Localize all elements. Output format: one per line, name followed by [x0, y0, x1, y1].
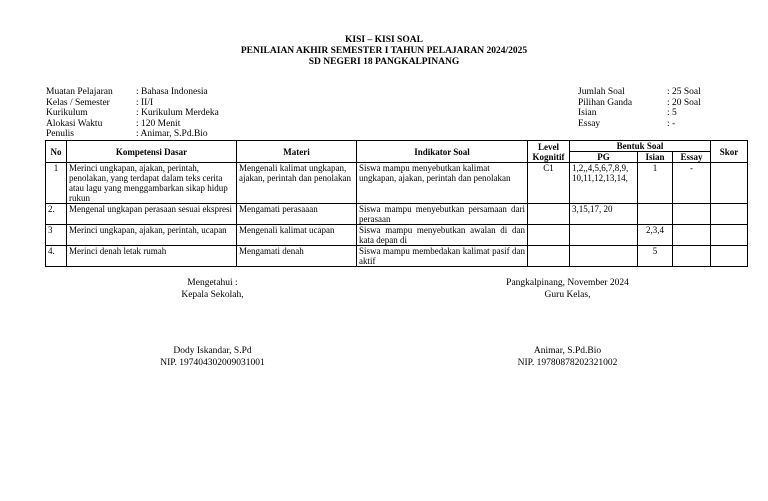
cell-essay: - — [673, 163, 711, 204]
cell-no: 3 — [46, 225, 67, 246]
cell-isian: 5 — [638, 246, 673, 267]
cell-materi: Mengamati perasaaan — [237, 204, 357, 225]
cell-skor — [711, 204, 748, 225]
info-row — [46, 129, 219, 140]
cell-skor — [711, 246, 748, 267]
cell-no: 2. — [46, 204, 67, 225]
table-row — [46, 163, 748, 204]
info-label: Kurikulum — [46, 108, 88, 119]
place-date: Pangkalpinang, November 2024 — [506, 278, 629, 288]
info-value: : Kurikulum Merdeka — [136, 108, 219, 119]
info-row — [46, 87, 219, 98]
header-isian: Isian — [638, 152, 673, 163]
header-indikator: Indikator Soal — [357, 141, 528, 163]
header-skor: Skor — [711, 141, 748, 163]
document-title: KISI – KISI SOAL — [345, 35, 423, 45]
cell-kompetensi: Merinci ungkapan, ajakan, perintah, penolakan, yang terdapat dalam teks cerita atau lagu yang menggambarkan sikap hidup rukun — [67, 163, 237, 204]
principal-role: Kepala Sekolah, — [181, 290, 244, 300]
cell-kompetensi: Mengenal ungkapan perasaan sesuai ekspresi — [67, 204, 237, 225]
info-value: : Bahasa Indonesia — [136, 87, 208, 97]
signature-left — [150, 277, 275, 369]
acknowledged-label: Mengetahui : — [187, 278, 238, 288]
info-value: : 25 Soal — [667, 87, 701, 97]
info-right — [578, 87, 701, 129]
info-value: : 5 — [667, 108, 677, 119]
cell-skor — [711, 163, 748, 204]
info-left — [46, 87, 219, 140]
info-row — [578, 87, 701, 98]
cell-materi: Mengamati denah — [237, 246, 357, 267]
header-essay: Essay — [673, 152, 711, 163]
document-subtitle: PENILAIAN AKHIR SEMESTER I TAHUN PELAJARAN 2024/2025 — [240, 46, 528, 56]
header-kompetensi: Kompetensi Dasar — [67, 141, 237, 163]
info-row — [46, 98, 219, 109]
cell-isian: 1 — [638, 163, 673, 204]
info-value: : II/I — [136, 97, 154, 108]
cell-level: C1 — [528, 163, 570, 204]
cell-level — [528, 246, 570, 267]
info-row — [578, 119, 701, 130]
info-row — [46, 119, 219, 130]
teacher-role: Guru Kelas, — [544, 290, 591, 300]
cell-pg: 1,2,,4,5,6,7,8,9, 10,11,12,13,14, — [570, 163, 638, 204]
school-name: SD NEGERI 18 PANGKALPINANG — [308, 57, 460, 67]
cell-essay — [673, 246, 711, 267]
cell-indikator: Siswa mampu menyebutkan kalimat ungkapan, ajakan, perintah dan penolakan — [357, 163, 528, 204]
cell-pg — [570, 246, 638, 267]
cell-no: 4. — [46, 246, 67, 267]
table-row — [46, 204, 748, 225]
cell-pg — [570, 225, 638, 246]
teacher-name: Animar, S.Pd.Bio — [533, 346, 602, 356]
cell-indikator: Siswa mampu menyebutkan persamaan dari perasaan — [357, 204, 528, 225]
principal-nip: NIP. 197404302009031001 — [160, 358, 265, 368]
cell-materi: Mengenali kalimat ungkapan, ajakan, perintah dan penolakan — [237, 163, 357, 204]
header-materi: Materi — [237, 141, 357, 163]
cell-indikator: Siswa mampu menyebutkan awalan di dan kata depan di — [357, 225, 528, 246]
principal-name: Dody Iskandar, S.Pd — [173, 346, 252, 356]
cell-indikator: Siswa mampu membedakan kalimat pasif dan aktif — [357, 246, 528, 267]
info-label: Isian — [578, 108, 597, 119]
info-label: Jumlah Soal — [578, 87, 625, 97]
cell-no: 1 — [46, 163, 67, 204]
cell-isian — [638, 204, 673, 225]
cell-kompetensi: Merinci ungkapan, ajakan, perintah, ucapan — [67, 225, 237, 246]
info-value: : 120 Menit — [136, 118, 181, 129]
header-no: No — [46, 141, 67, 163]
header-bentuk-soal: Bentuk Soal — [570, 141, 711, 152]
table-row — [46, 246, 748, 267]
info-label: Pilihan Ganda — [578, 97, 633, 108]
cell-level — [528, 204, 570, 225]
info-label: Kelas / Semester — [46, 97, 110, 108]
kisi-table — [45, 140, 748, 267]
info-value: : 20 Soal — [667, 97, 701, 108]
cell-kompetensi: Merinci denah letak rumah — [67, 246, 237, 267]
info-label: Penulis — [46, 129, 74, 140]
cell-level — [528, 225, 570, 246]
info-value: : Animar, S.Pd.Bio — [136, 129, 208, 140]
cell-skor — [711, 225, 748, 246]
info-row — [578, 108, 701, 119]
header-pg: PG — [570, 152, 638, 163]
signature-right — [490, 277, 645, 369]
info-label: Alokasi Waktu — [46, 118, 103, 129]
info-value: : - — [667, 118, 676, 129]
info-label: Essay — [578, 118, 601, 129]
table-row — [46, 225, 748, 246]
info-row — [578, 98, 701, 109]
header-level: Level Kognitif — [528, 141, 570, 163]
cell-isian: 2,3,4 — [638, 225, 673, 246]
cell-materi: Mengenali kalimat ucapan — [237, 225, 357, 246]
teacher-nip: NIP. 19780878202321002 — [517, 358, 618, 368]
info-row — [46, 108, 219, 119]
cell-essay — [673, 204, 711, 225]
cell-essay — [673, 225, 711, 246]
info-label: Muatan Pelajaran — [46, 87, 113, 97]
cell-pg: 3,15,17, 20 — [570, 204, 638, 225]
